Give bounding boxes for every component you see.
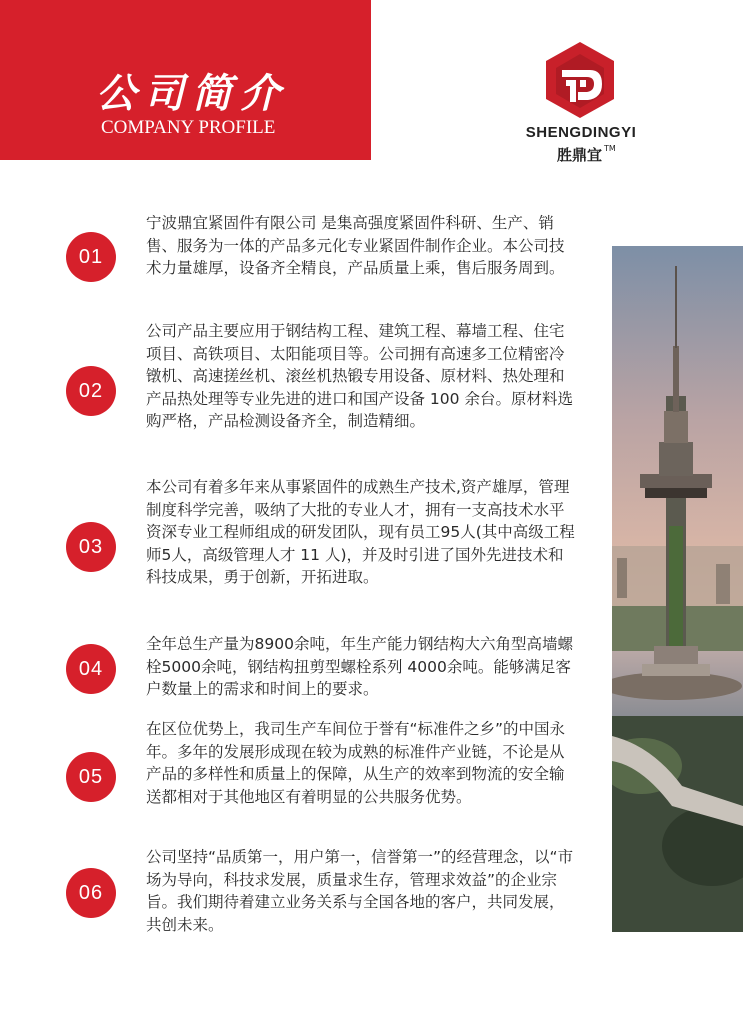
trademark-mark: TM — [604, 144, 616, 153]
section-text: 全年总生产量为8900余吨，年生产能力钢结构大六角型高墙螺栓5000余吨，钢结构扭剪型螺栓系列 4000余吨。能够满足客户数量上的需求和时间上的要求。 — [146, 635, 573, 698]
company-logo-icon — [540, 40, 620, 120]
page-subtitle: COMPANY PROFILE — [101, 117, 276, 138]
page-title: 公司简介 — [96, 70, 288, 117]
section-number-badge: 04 — [66, 644, 116, 694]
section-text: 公司产品主要应用于钢结构工程、建筑工程、幕墙工程、住宅项目、高铁项目、太阳能项目等。公司拥有高速多工位精密冷镦机、高速搓丝机、滚丝机热锻专用设备、原材料、热处理和产品热处理等专业先进的进口和国产设备 100 余台。原材料选购严格，产品检测设备齐全，制造精细。 — [146, 322, 573, 430]
brand-name-en: SHENGDINGYI — [525, 124, 637, 141]
section-number-badge: 06 — [66, 868, 116, 918]
brand-name-cn — [557, 144, 616, 165]
header-banner — [0, 0, 371, 160]
section-text: 宁波鼎宜紧固件有限公司 是集高强度紧固件科研、生产、销售、服务为一体的产品多元化专业紧固件制作企业。本公司技术力量雄厚，设备齐全精良，产品质量上乘，售后服务周到。 — [146, 214, 565, 277]
section-number-badge: 05 — [66, 752, 116, 802]
tower-photo — [612, 246, 743, 932]
section-text: 本公司有着多年来从事紧固件的成熟生产技术,资产雄厚，管理制度科学完善，吸纳了大批的专业人才，拥有一支高技术水平资深专业工程师组成的研发团队，现有员工95人(其中高级工程师5人，高级管理人才 11 人)，并及时引进了国外先进技术和科技成果，勇于创新，开拓进取。 — [146, 478, 575, 586]
brand-name-cn-text: 胜鼎宜 — [557, 146, 603, 164]
section-number-badge: 02 — [66, 366, 116, 416]
section-text: 在区位优势上，我司生产车间位于誉有“标准件之乡”的中国永年。多年的发展形成现在较为成熟的标准件产业链，不论是从产品的多样性和质量上的保障，从生产的效率到物流的安全输送都相对于其他地区有着明显的公共服务优势。 — [146, 720, 566, 806]
section-number-badge: 03 — [66, 522, 116, 572]
section-number-badge: 01 — [66, 232, 116, 282]
section-text: 公司坚持“品质第一，用户第一，信誉第一”的经营理念，以“市场为导向，科技求发展，质量求生存，管理求效益”的企业宗旨。我们期待着建立业务关系与全国各地的客户，共同发展，共创未来。 — [146, 848, 574, 934]
